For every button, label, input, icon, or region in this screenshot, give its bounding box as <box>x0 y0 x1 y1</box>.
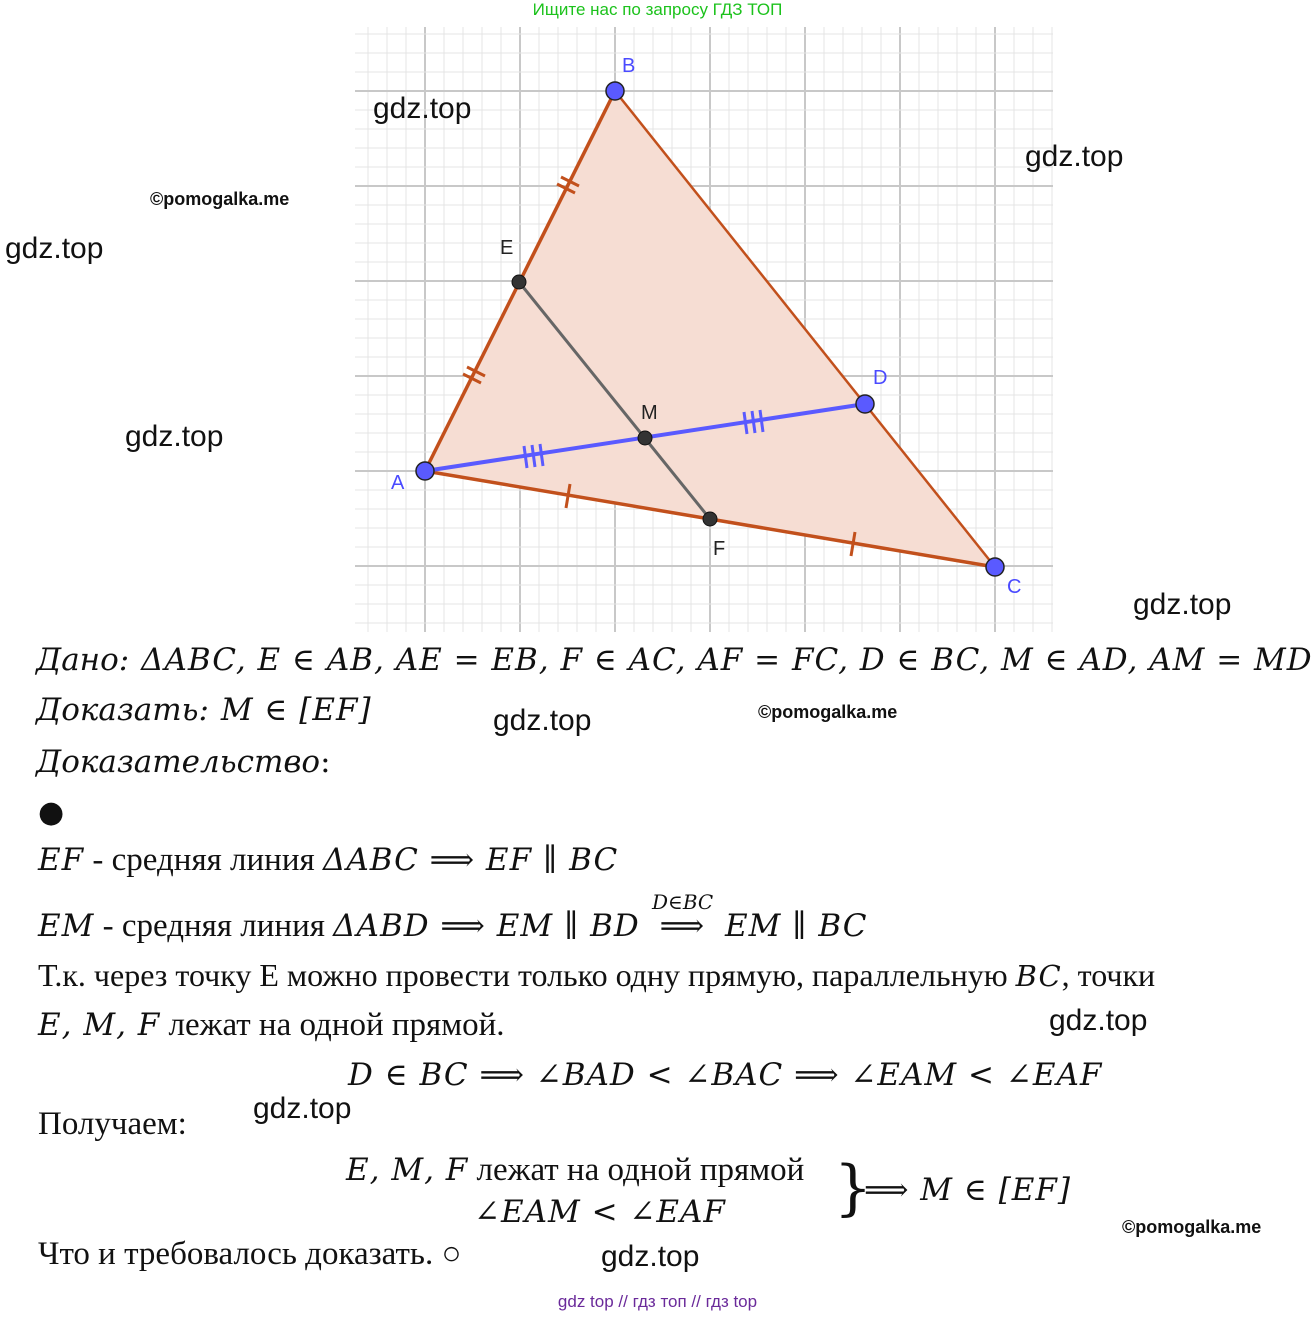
system-line-2: ∠EAM < ∠EAF <box>474 1194 726 1230</box>
label-c: C <box>1007 576 1022 598</box>
line2-d: EM ∥ BC <box>724 908 868 944</box>
label-d: D <box>873 367 888 389</box>
proof-line-5: D ∈ BC ⟹ ∠BAD < ∠BAC ⟹ ∠EAM < ∠EAF <box>348 1057 1103 1093</box>
point-a <box>416 462 434 480</box>
watermark-gdz: gdz.top <box>493 704 592 737</box>
prove-label: Доказать <box>36 692 199 728</box>
label-f: F <box>713 538 726 560</box>
label-a: A <box>391 472 405 494</box>
label-m: M <box>641 402 658 424</box>
point-c <box>986 558 1004 576</box>
proof-heading <box>36 744 331 780</box>
given-math: : ΔABC, E ∈ AB, AE = EB, F ∈ AC, AF = FC, D ∈ BC, M ∈ AD, AM = MD <box>118 642 1313 678</box>
watermark-gdz: gdz.top <box>125 420 224 453</box>
proof-line-1 <box>38 842 618 879</box>
point-e <box>512 275 526 289</box>
proof-line-3 <box>38 957 1155 994</box>
bullet: ● <box>38 795 65 830</box>
watermark-gdz: gdz.top <box>253 1092 352 1125</box>
sys1-b: лежат на одной прямой <box>468 1152 805 1188</box>
point-d <box>856 395 874 413</box>
line3-b: BC <box>1015 959 1062 993</box>
point-f <box>703 512 717 526</box>
given-label: Дано <box>36 642 119 678</box>
label-e: E <box>500 237 514 259</box>
proof-line-4 <box>38 1007 505 1044</box>
system-brace: } <box>834 1153 873 1223</box>
watermark-gdz: gdz.top <box>1025 140 1124 173</box>
label-b: B <box>622 55 636 77</box>
line4-b: лежат на одной прямой. <box>160 1007 505 1043</box>
line1-a: EF <box>38 842 85 878</box>
given-line <box>36 642 1313 678</box>
line1-b: - средняя линия <box>84 842 323 878</box>
watermark-gdz: gdz.top <box>5 232 104 265</box>
watermark-pomogalka: ©pomogalka.me <box>1122 1217 1262 1237</box>
watermark-gdz: gdz.top <box>1133 588 1232 621</box>
top-banner: Ищите нас по запросу ГДЗ ТОП <box>532 0 783 19</box>
line2-c: ΔABD ⟹ EM ∥ BD <box>333 908 640 944</box>
point-m <box>638 431 652 445</box>
watermark-pomogalka: ©pomogalka.me <box>150 189 290 209</box>
line2-b: - средняя линия <box>94 908 334 944</box>
qed-line: Что и требовалось доказать. ○ <box>38 1236 462 1272</box>
proof-colon: : <box>320 744 331 780</box>
watermark-gdz: gdz.top <box>601 1240 700 1273</box>
proof-label: Доказательство <box>36 744 321 780</box>
system-result: ⟹ M ∈ [EF] <box>864 1172 1072 1208</box>
prove-line <box>36 692 372 728</box>
line3-a: Т.к. через точку Е можно провести только одну прямую, параллельную <box>38 957 1016 993</box>
footer-links: gdz top // гдз топ // гдз top <box>557 1292 758 1311</box>
point-b <box>606 82 624 100</box>
line4-a: E, M, F <box>38 1007 161 1043</box>
line2-arrow: ⟹ <box>659 908 706 944</box>
line3-c: , точки <box>1061 957 1156 993</box>
system-line-1 <box>346 1152 804 1189</box>
sys1-a: E, M, F <box>346 1152 469 1188</box>
line2-overset: D∈BC <box>652 890 714 914</box>
watermark-gdz: gdz.top <box>1049 1004 1148 1037</box>
watermark-gdz: gdz.top <box>373 92 472 125</box>
line1-c: ΔABC ⟹ EF ∥ BC <box>322 842 619 878</box>
proof-line-6: Получаем: <box>38 1106 187 1142</box>
line2-a: EM <box>38 908 95 944</box>
watermark-pomogalka: ©pomogalka.me <box>758 702 898 722</box>
proof-line-2 <box>38 908 867 945</box>
prove-math: : M ∈ [EF] <box>198 692 372 728</box>
